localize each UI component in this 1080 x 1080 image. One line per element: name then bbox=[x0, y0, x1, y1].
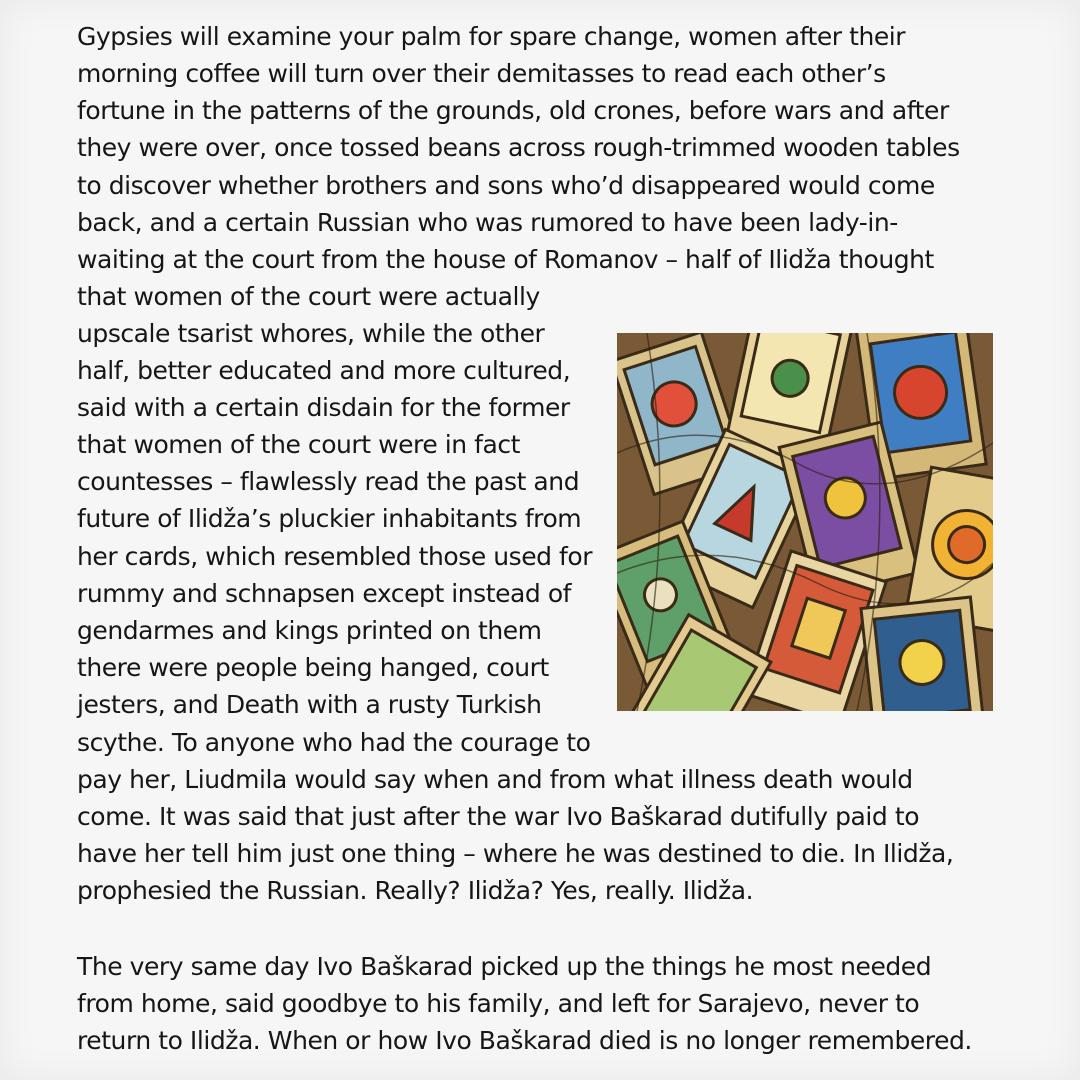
text-line: half, better educated and more cultured, bbox=[77, 356, 571, 385]
text-line: to discover whether brothers and sons who’d disappeared would come bbox=[77, 171, 935, 200]
text-line: pay her, Liudmila would say when and from what illness death would bbox=[77, 765, 913, 794]
text-line: return to Ilidža. When or how Ivo Baškarad died is no longer remembered. bbox=[77, 1026, 972, 1055]
text-line: back, and a certain Russian who was rumored to have been lady-in- bbox=[77, 208, 898, 237]
text-line: jesters, and Death with a rusty Turkish bbox=[77, 690, 542, 719]
text-line: fortune in the patterns of the grounds, old crones, before wars and after bbox=[77, 96, 949, 125]
text-line: upscale tsarist whores, while the other bbox=[77, 319, 545, 348]
text-line: have her tell him just one thing – where he was destined to die. In Ilidža, bbox=[77, 839, 954, 868]
text-line: they were over, once tossed beans across rough-trimmed wooden tables bbox=[77, 133, 960, 162]
text-line: morning coffee will turn over their demitasses to read each other’s bbox=[77, 59, 886, 88]
text-line: from home, said goodbye to his family, and left for Sarajevo, never to bbox=[77, 989, 920, 1018]
text-line: future of Ilidža’s pluckier inhabitants from bbox=[77, 504, 582, 533]
text-line: gendarmes and kings printed on them bbox=[77, 616, 542, 645]
text-line: that women of the court were actually bbox=[77, 282, 540, 311]
text-line: there were people being hanged, court bbox=[77, 653, 549, 682]
text-line: her cards, which resembled those used for bbox=[77, 542, 593, 571]
text-line: said with a certain disdain for the former bbox=[77, 393, 570, 422]
tarot-cards-image bbox=[617, 333, 993, 711]
text-line: rummy and schnapsen except instead of bbox=[77, 579, 572, 608]
text-line: that women of the court were in fact bbox=[77, 430, 521, 459]
text-line: countesses – flawlessly read the past and bbox=[77, 467, 580, 496]
text-line: waiting at the court from the house of Romanov – half of Ilidža thought bbox=[77, 245, 934, 274]
text-line: come. It was said that just after the war Ivo Baškarad dutifully paid to bbox=[77, 802, 920, 831]
text-line: The very same day Ivo Baškarad picked up the things he most needed bbox=[77, 952, 932, 981]
text-line: prophesied the Russian. Really? Ilidža? Yes, really. Ilidža. bbox=[77, 876, 754, 905]
text-line: Gypsies will examine your palm for spare change, women after their bbox=[77, 22, 906, 51]
text-line: scythe. To anyone who had the courage to bbox=[77, 728, 591, 757]
